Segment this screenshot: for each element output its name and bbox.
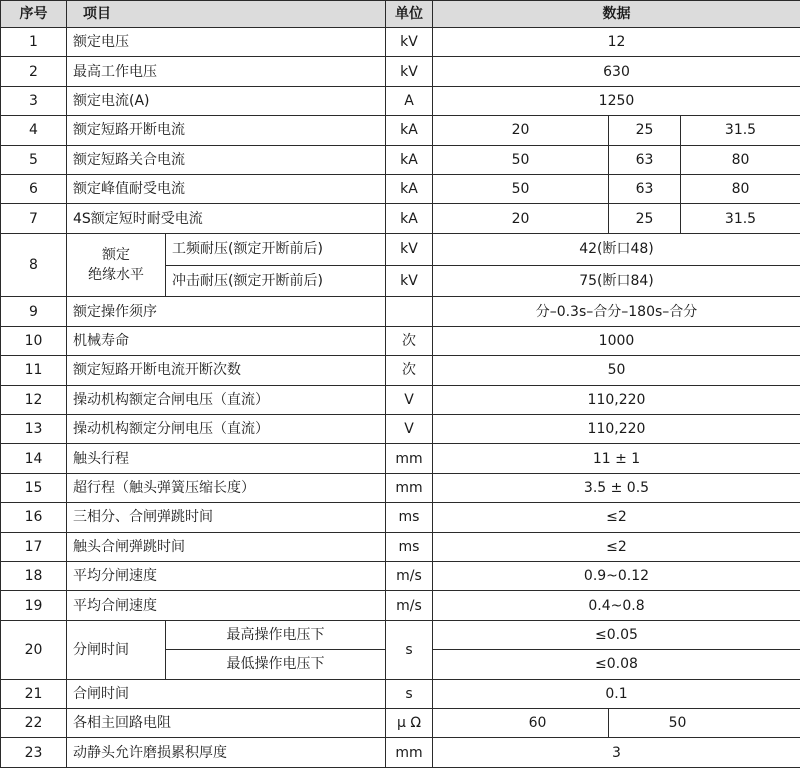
row-value: ≤2 — [433, 532, 800, 561]
row-unit: kV — [386, 28, 433, 57]
row-item: 额定峰值耐受电流 — [67, 175, 386, 204]
row-value-2: 63 — [609, 175, 681, 204]
row-item: 触头行程 — [67, 444, 386, 473]
table-row — [1, 679, 800, 708]
row-unit: mm — [386, 473, 433, 502]
header-unit: 单位 — [386, 1, 433, 28]
row-number: 19 — [1, 591, 67, 620]
header-seq: 序号 — [1, 1, 67, 28]
row-unit: μ Ω — [386, 709, 433, 738]
row-unit: ms — [386, 532, 433, 561]
table-row — [1, 57, 800, 86]
row-value-3: 80 — [681, 145, 800, 174]
row-value: ≤0.08 — [433, 650, 800, 679]
row-number: 18 — [1, 561, 67, 590]
row-unit: m/s — [386, 591, 433, 620]
row-number: 22 — [1, 709, 67, 738]
row-value-3: 31.5 — [681, 204, 800, 233]
row-value: 0.9~0.12 — [433, 561, 800, 590]
row-value-1: 20 — [433, 116, 609, 145]
row-unit: kA — [386, 175, 433, 204]
row-value: 3.5 ± 0.5 — [433, 473, 800, 502]
row-unit: kV — [386, 57, 433, 86]
row-value-2: 25 — [609, 204, 681, 233]
table-row — [1, 233, 800, 265]
table-row — [1, 444, 800, 473]
row-number: 2 — [1, 57, 67, 86]
row-number: 15 — [1, 473, 67, 502]
row-value: 75(断口84) — [433, 265, 800, 297]
row-item: 动静头允许磨损累积厚度 — [67, 738, 386, 768]
row-item: 额定短路开断电流开断次数 — [67, 356, 386, 385]
row-sub-item: 冲击耐压(额定开断前后) — [166, 265, 386, 297]
row-item: 机械寿命 — [67, 326, 386, 355]
row-item: 额定短路开断电流 — [67, 116, 386, 145]
row-item: 4S额定短时耐受电流 — [67, 204, 386, 233]
row-unit: V — [386, 385, 433, 414]
row-number: 12 — [1, 385, 67, 414]
row-number: 21 — [1, 679, 67, 708]
row-number: 4 — [1, 116, 67, 145]
header-data: 数据 — [433, 1, 800, 28]
row-sub-item: 工频耐压(额定开断前后) — [166, 233, 386, 265]
row-unit — [386, 297, 433, 326]
row-value: ≤2 — [433, 503, 800, 532]
table-row — [1, 28, 800, 57]
row-value: 110,220 — [433, 414, 800, 443]
row-value-1: 50 — [433, 145, 609, 174]
row-value: 1250 — [433, 86, 800, 115]
row-value: 12 — [433, 28, 800, 57]
row-item: 超行程（触头弹簧压缩长度） — [67, 473, 386, 502]
row-item: 各相主回路电阻 — [67, 709, 386, 738]
table-row — [1, 116, 800, 145]
row-unit: ms — [386, 503, 433, 532]
row-number: 6 — [1, 175, 67, 204]
row-unit: 次 — [386, 356, 433, 385]
row-unit: A — [386, 86, 433, 115]
row-value-1: 60 — [433, 709, 609, 738]
row-value-2: 63 — [609, 145, 681, 174]
row-sub-item: 最低操作电压下 — [166, 650, 386, 679]
table-row — [1, 561, 800, 590]
table-row — [1, 532, 800, 561]
row-number: 3 — [1, 86, 67, 115]
row-number: 14 — [1, 444, 67, 473]
row-number: 20 — [1, 620, 67, 679]
table-row — [1, 473, 800, 502]
table-row — [1, 204, 800, 233]
row-number: 8 — [1, 233, 67, 296]
table-row — [1, 326, 800, 355]
row-unit: kA — [386, 204, 433, 233]
row-item: 三相分、合闸弹跳时间 — [67, 503, 386, 532]
table-row — [1, 356, 800, 385]
row-value: 630 — [433, 57, 800, 86]
table-row — [1, 591, 800, 620]
row-unit: mm — [386, 738, 433, 768]
row-unit: kV — [386, 233, 433, 265]
row-item: 额定电流(A) — [67, 86, 386, 115]
row-value-1: 20 — [433, 204, 609, 233]
row-unit: s — [386, 679, 433, 708]
row-sub-item: 最高操作电压下 — [166, 620, 386, 649]
row-item: 操动机构额定合闸电压（直流） — [67, 385, 386, 414]
row-item: 额定短路关合电流 — [67, 145, 386, 174]
row-value: 3 — [433, 738, 800, 768]
row-value-2: 50 — [609, 709, 800, 738]
row-number: 11 — [1, 356, 67, 385]
table-row — [1, 709, 800, 738]
row-value: 分–0.3s–合分–180s–合分 — [433, 297, 800, 326]
row-unit: kA — [386, 116, 433, 145]
table-row — [1, 175, 800, 204]
row-unit: kA — [386, 145, 433, 174]
table-row — [1, 503, 800, 532]
row-item: 平均分闸速度 — [67, 561, 386, 590]
table-row — [1, 385, 800, 414]
row-item: 额定操作须序 — [67, 297, 386, 326]
row-group-label: 分闸时间 — [67, 620, 166, 679]
row-value: 0.1 — [433, 679, 800, 708]
row-number: 16 — [1, 503, 67, 532]
row-group-label: 额定 绝缘水平 — [67, 233, 166, 296]
row-number: 1 — [1, 28, 67, 57]
header-item: 项目 — [67, 1, 386, 28]
row-item: 平均合闸速度 — [67, 591, 386, 620]
row-item: 额定电压 — [67, 28, 386, 57]
row-value: 1000 — [433, 326, 800, 355]
row-value: ≤0.05 — [433, 620, 800, 649]
row-value-3: 31.5 — [681, 116, 800, 145]
row-value: 11 ± 1 — [433, 444, 800, 473]
row-number: 9 — [1, 297, 67, 326]
row-value-3: 80 — [681, 175, 800, 204]
row-number: 17 — [1, 532, 67, 561]
header-row — [1, 1, 800, 28]
row-item: 操动机构额定分闸电压（直流） — [67, 414, 386, 443]
table-row — [1, 297, 800, 326]
table-row — [1, 145, 800, 174]
table-row — [1, 620, 800, 649]
row-item: 合闸时间 — [67, 679, 386, 708]
row-unit: m/s — [386, 561, 433, 590]
row-value-2: 25 — [609, 116, 681, 145]
row-item: 最高工作电压 — [67, 57, 386, 86]
row-number: 10 — [1, 326, 67, 355]
row-unit: kV — [386, 265, 433, 297]
table-row — [1, 414, 800, 443]
row-value: 50 — [433, 356, 800, 385]
row-number: 13 — [1, 414, 67, 443]
row-value: 42(断口48) — [433, 233, 800, 265]
row-unit: V — [386, 414, 433, 443]
row-value: 110,220 — [433, 385, 800, 414]
row-item: 触头合闸弹跳时间 — [67, 532, 386, 561]
row-value-1: 50 — [433, 175, 609, 204]
table-row — [1, 738, 800, 768]
row-unit: mm — [386, 444, 433, 473]
table-row — [1, 86, 800, 115]
row-value: 0.4~0.8 — [433, 591, 800, 620]
row-number: 7 — [1, 204, 67, 233]
row-unit: s — [386, 620, 433, 679]
row-unit: 次 — [386, 326, 433, 355]
row-number: 5 — [1, 145, 67, 174]
row-number: 23 — [1, 738, 67, 768]
